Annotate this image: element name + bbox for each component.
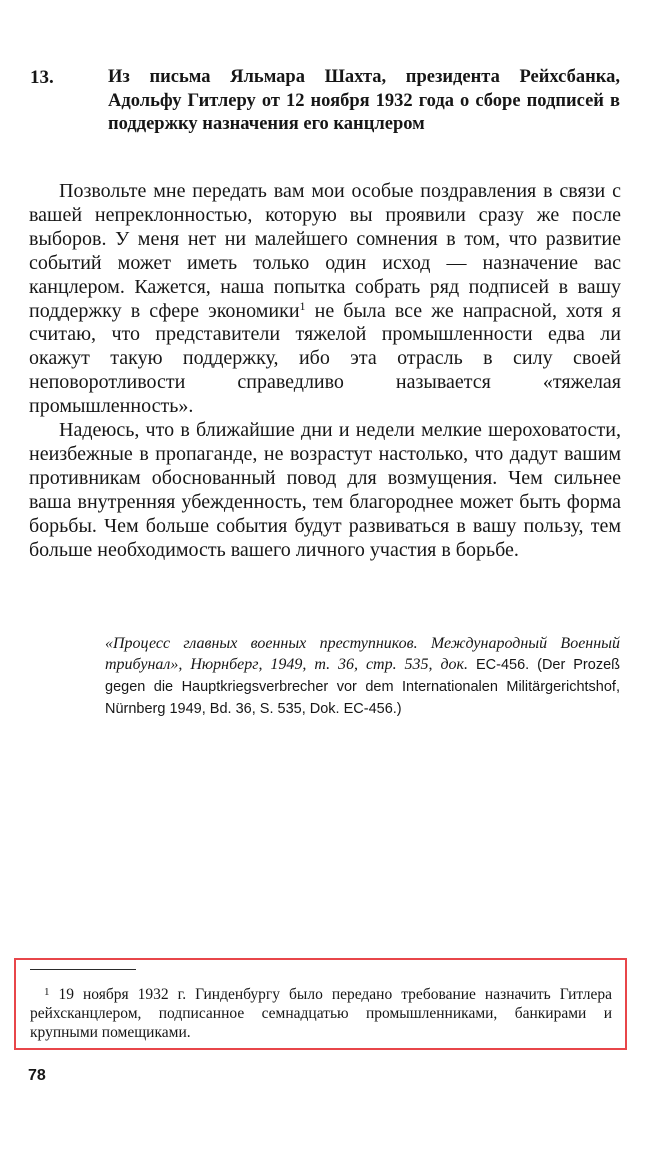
- footnote: [30, 985, 612, 1042]
- paragraph-text: не была все же напрасной, хотя я считаю, что представители тяжелой промышленности едва ли окажут такую поддержку, ибо эта отрасль в силу своей неповоротливости справедливо называется «тяжелая промышленность».: [29, 299, 621, 418]
- document-title: Из письма Яльмара Шахта, президента Рейхсбанка, Адольфу Гитлеру от 12 ноября 1932 года о сборе подписей в поддержку назначения его канцлером: [108, 67, 620, 134]
- footnote-divider: [30, 969, 136, 970]
- page-number: 78: [28, 1067, 46, 1084]
- letter-body: [29, 180, 621, 563]
- footnote-paragraph: [30, 985, 612, 1042]
- source-citation: [105, 633, 620, 720]
- footnote-text: 19 ноября 1932 г. Гинденбургу было передано требование назначить Гитлера рейхсканцлером, подписанное семнадцатью промышленниками, банкирами и крупными помещиками.: [30, 986, 612, 1041]
- footnote-highlight-box: [14, 958, 627, 1050]
- footnote-marker: 1: [44, 986, 50, 998]
- paragraph-text: Позвольте мне передать вам мои особые поздравления в связи с вашей непреклонностью, которую вы проявили сразу же после выборов. У меня нет ни малейшего сомнения в том, что развитие событий может иметь только один исход — назначение вас канцлером. Кажется, наша попытка собрать ряд подписей в вашу поддержку в сфере экономики: [29, 180, 621, 322]
- footnote-reference: 1: [299, 298, 306, 313]
- paragraph: Надеюсь, что в ближайшие дни и недели мелкие шероховатости, неизбежные в пропаганде, не возрастут настолько, что дадут вашим противникам обоснованный повод для возмущения. Чем сильнее ваша внутренняя убежденность, тем благороднее может быть форма борьбы. Чем больше события будут развиваться в вашу пользу, тем больше необходимость вашего личного участия в борьбе.: [29, 419, 621, 561]
- citation-german: EC-456. (Der Prozeß gegen die Hauptkriegsverbrecher vor dem Internationalen Militärgerichtshof, Nürnberg 1949, Bd. 36, S. 535, Dok. EC-456.): [105, 657, 620, 717]
- paragraph: [29, 180, 621, 419]
- citation-russian: «Процесс главных военных преступников. Международный Военный трибунал», Нюрнберг, 1949, т. 36, стр. 535, док.: [105, 635, 620, 673]
- document-number: 13.: [30, 67, 54, 88]
